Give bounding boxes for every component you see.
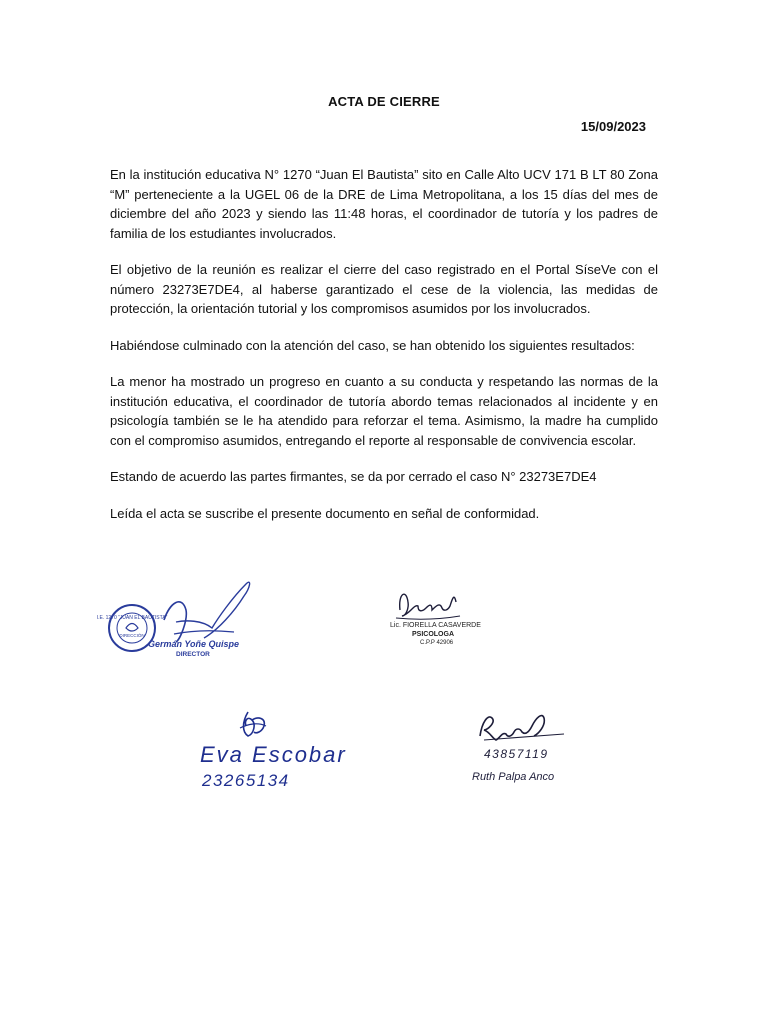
paragraph-intro: En la institución educativa N° 1270 “Juan El Bautista” sito en Calle Alto UCV 171 B LT 80 Zona “M” perteneciente a la UGEL 06 de la DRE de Lima Metropolitana, a los 15 días del mes de diciembre del año 2023 y siendo las 11:48 horas, el coordinador de tutoría y los padres de familia de los estudiantes involucrados. (110, 167, 658, 241)
psychologist-signature (386, 580, 506, 652)
parent-left-id: 23265134 (202, 771, 290, 790)
parent-left-handwriting-icon (196, 706, 347, 794)
director-signature (96, 572, 264, 664)
parent-right-name: Ruth Palpa Anco (472, 771, 555, 783)
psychologist-role: PSICOLOGA (412, 631, 455, 638)
parent-signature-right (470, 706, 590, 790)
paragraph-closure: Estando de acuerdo las partes firmantes, se da por cerrado el caso N° 23273E7DE4 (110, 469, 597, 484)
paragraph-results-intro: Habiéndose culminado con la atención del caso, se han obtenido los siguientes resultados: (110, 337, 635, 353)
psychologist-name: Lic. FIORELLA CASAVERDE (390, 622, 481, 629)
paragraph-objective: El objetivo de la reunión es realizar el cierre del caso registrado en el Portal SíseVe con el número 23273E7DE4, al haberse garantizado el cese de la violencia, las medidas de protección, la orientación tutorial y los compromisos asumidos por los involucrados. (110, 262, 658, 316)
director-name: Germán Yoñe Quispe (148, 639, 240, 649)
parent-right-handwriting-icon (470, 706, 590, 790)
paragraph-conformity: Leída el acta se suscribe el presente documento en señal de conformidad. (110, 505, 540, 521)
psychologist-stamp-icon (386, 580, 506, 652)
psychologist-cpp: C.P.P 42906 (420, 640, 454, 646)
director-role: DIRECTOR (176, 651, 210, 658)
director-seal-icon (96, 572, 264, 664)
paragraph-results: La menor ha mostrado un progreso en cuanto a su conducta y respetando las normas de la institución educativa, el coordinador de tutoría abordo temas relacionados al incidente y en psicología también se le ha atendido para reforzar el tema. Asimismo, la madre ha cumplido con el compromiso asumidos, entregando el reporte al responsable de convivencia escolar. (110, 374, 658, 448)
document-date: 15/09/2023 (580, 119, 646, 134)
seal-text: I.E. 1270 “JUAN EL BAUTISTA” (96, 615, 168, 621)
parent-left-name: Eva Escobar (200, 742, 347, 767)
seal-inner-text: DIRECCIÓN (119, 633, 145, 638)
document-body (110, 165, 658, 540)
parent-signature-left (196, 706, 347, 794)
page-title: ACTA DE CIERRE (328, 94, 440, 109)
parent-right-id: 43857119 (484, 747, 549, 761)
